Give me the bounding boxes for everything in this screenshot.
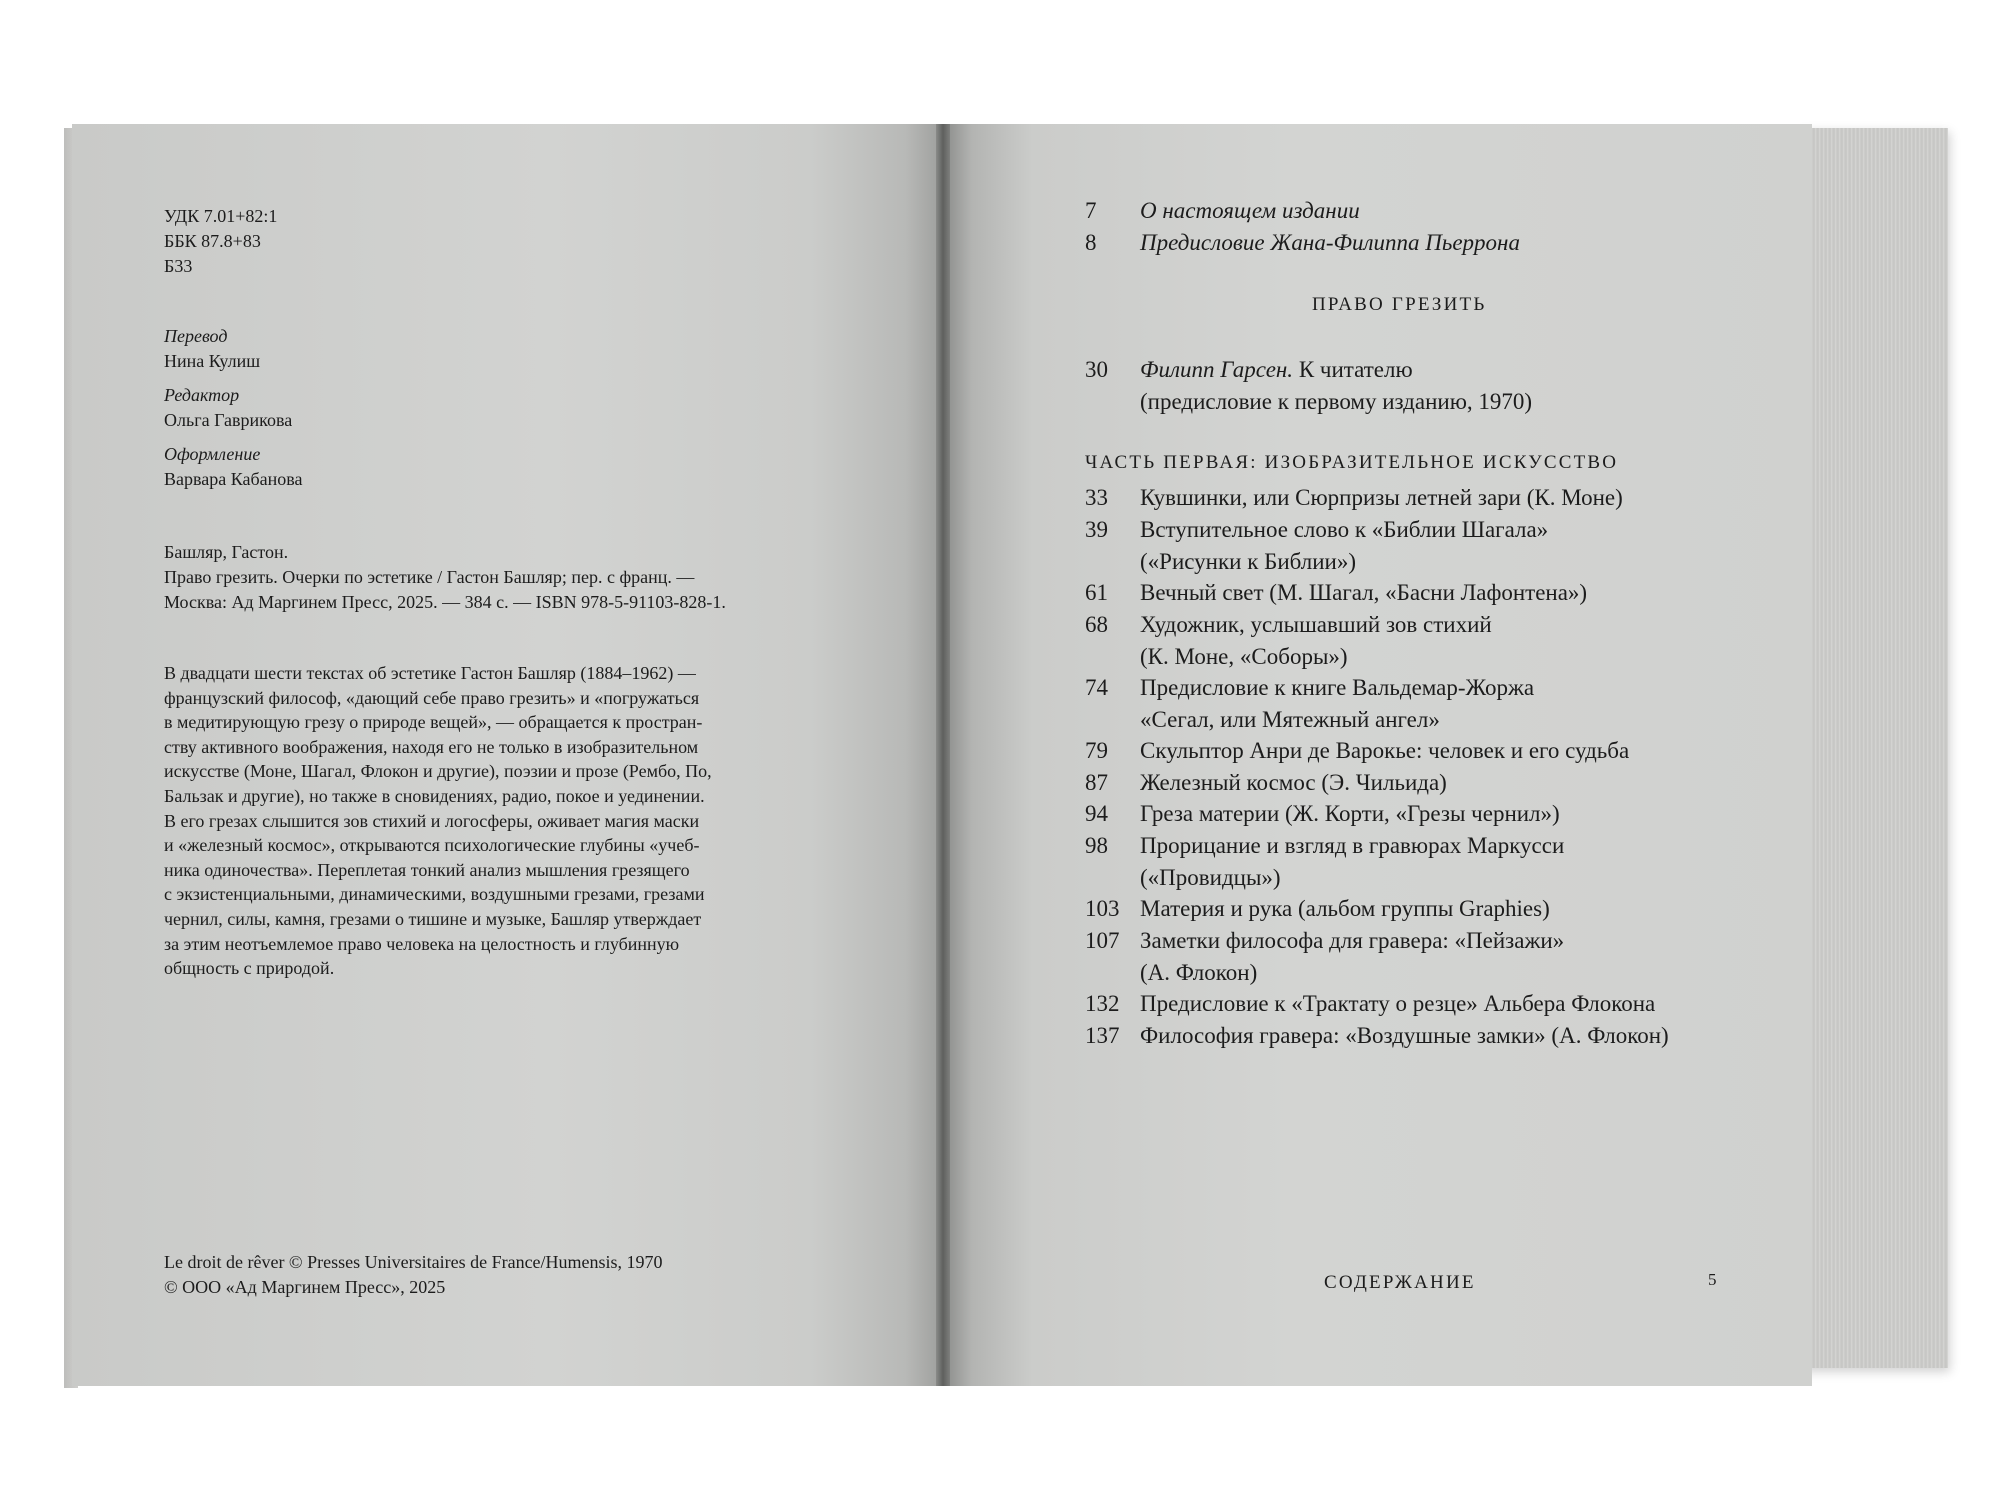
toc-title-line: Прорицание и взгляд в гравюрах Маркусси: [1140, 833, 1565, 858]
toc-title: [1140, 514, 1548, 577]
toc-page-number: 61: [1085, 580, 1108, 605]
credit-editor: [164, 383, 292, 433]
toc-title-line: Предисловие к «Трактату о резце» Альбера Флокона: [1140, 991, 1656, 1016]
toc-title: [1140, 577, 1587, 609]
annotation-line: Бальзак и другие), но также в сновидениях, радио, покое и уединении.: [164, 785, 705, 806]
annotation-line: в медитирующую грезу о природе вещей», — обращается к простран-: [164, 712, 703, 733]
annotation-line: и «железный космос», открываются психологические глубины «учеб-: [164, 835, 700, 856]
toc-page-number: 98: [1085, 833, 1108, 858]
credit-role: Перевод: [164, 326, 228, 346]
toc-title-line: Кувшинки, или Сюрпризы летней зари (К. Моне): [1140, 485, 1623, 510]
toc-title-line: Железный космос (Э. Чильида): [1140, 770, 1447, 795]
part-title: ЧАСТЬ ПЕРВАЯ: ИЗОБРАЗИТЕЛЬНОЕ ИСКУССТВО: [1085, 452, 1619, 473]
toc-title: [1140, 1020, 1669, 1052]
toc-title-line: Художник, услышавший зов стихий: [1140, 612, 1492, 637]
toc-title: [1140, 988, 1655, 1020]
toc-title-line: Скульптор Анри де Варокье: человек и его судьба: [1140, 738, 1630, 763]
credit-name: Ольга Гаврикова: [164, 410, 293, 430]
annotation-line: французский философ, «дающий себе право грезить» и «погружаться: [164, 687, 700, 708]
toc-page-number: 103: [1085, 896, 1120, 921]
page-number: 5: [1708, 1270, 1717, 1289]
annotation-line: В его грезах слышится зов стихий и логосферы, оживает магия маски: [164, 810, 700, 831]
credit-translation: [164, 324, 260, 374]
toc-title: [1140, 609, 1492, 672]
toc-page-number: 7: [1085, 198, 1097, 223]
toc-page-number: 68: [1085, 612, 1108, 637]
toc-page-number: 94: [1085, 801, 1108, 826]
page-edges: [1800, 128, 1948, 1368]
toc-title: [1140, 227, 1520, 259]
toc-title-line: [1140, 354, 1532, 386]
toc-title-line: Греза материи (Ж. Корти, «Грезы чернил»): [1140, 801, 1560, 826]
bibliographic-record: [164, 540, 726, 615]
copyright-notice: [164, 1250, 663, 1300]
toc-page-number: 137: [1085, 1023, 1120, 1048]
toc-title: [1140, 672, 1534, 735]
book-annotation: [164, 661, 712, 981]
toc-page-number: 107: [1085, 928, 1120, 953]
udk-code: УДК 7.01+82:1: [164, 206, 278, 226]
toc-title-line: О настоящем издании: [1140, 198, 1360, 223]
copyright-line: Le droit de rêver © Presses Universitaires de France/Humensis, 1970: [164, 1252, 663, 1272]
annotation-line: ника одиночества». Переплетая тонкий анализ мышления грезящего: [164, 859, 690, 880]
toc-page-number: 74: [1085, 675, 1108, 700]
toc-page-number: 8: [1085, 230, 1097, 255]
classification-codes: [164, 204, 277, 279]
toc-page-number: 39: [1085, 517, 1108, 542]
toc-author: Филипп Гарсен.: [1140, 357, 1294, 382]
toc-title: [1140, 354, 1532, 417]
toc-title-line: Философия гравера: «Воздушные замки» (А. Флокон): [1140, 1023, 1669, 1048]
annotation-line: ству активного воображения, находя его не только в изобразительном: [164, 736, 699, 757]
toc-title-line: («Рисунки к Библии»): [1140, 548, 1357, 574]
toc-title: [1140, 735, 1629, 767]
toc-title: [1140, 767, 1447, 799]
biblio-line: Башляр, Гастон.: [164, 542, 289, 562]
bbk-code: ББК 87.8+83: [164, 231, 261, 251]
annotation-line: чернил, силы, камня, грезами о тишине и музыке, Башляр утверждает: [164, 908, 702, 929]
running-title: СОДЕРЖАНИЕ: [1324, 1272, 1476, 1293]
credit-role: Редактор: [164, 385, 240, 405]
toc-title: [1140, 830, 1564, 893]
toc-title-line: Вступительное слово к «Библии Шагала»: [1140, 517, 1549, 542]
toc-page-number: 132: [1085, 991, 1120, 1016]
toc-title: [1140, 482, 1623, 514]
toc-title-line: Материя и рука (альбом группы Graphies): [1140, 896, 1550, 921]
toc-work: К читателю: [1293, 357, 1413, 382]
biblio-line: Право грезить. Очерки по эстетике / Гастон Башляр; пер. с франц. —: [164, 567, 695, 587]
credit-name: Варвара Кабанова: [164, 469, 303, 489]
credit-design: [164, 442, 303, 492]
toc-title-line: («Провидцы»): [1140, 864, 1281, 890]
annotation-line: за этим неотъемлемое право человека на целостность и глубинную: [164, 933, 680, 954]
toc-page-number: 79: [1085, 738, 1108, 763]
biblio-line: Москва: Ад Маргинем Пресс, 2025. — 384 с. — ISBN 978-5-91103-828-1.: [164, 592, 726, 612]
toc-title: [1140, 925, 1564, 988]
toc-title-line: (К. Моне, «Соборы»): [1140, 643, 1348, 669]
toc-title-line: «Сегал, или Мятежный ангел»: [1140, 706, 1440, 732]
toc-title-line: (А. Флокон): [1140, 959, 1258, 985]
toc-title-line: Предисловие к книге Вальдемар-Жоржа: [1140, 675, 1535, 700]
toc-title-line: Предисловие Жана-Филиппа Пьеррона: [1140, 230, 1520, 255]
book-gutter: [936, 124, 950, 1386]
section-title: ПРАВО ГРЕЗИТЬ: [1312, 294, 1487, 315]
toc-title-line: Заметки философа для гравера: «Пейзажи»: [1140, 928, 1565, 953]
toc-title: [1140, 893, 1550, 925]
toc-title-line: Вечный свет (М. Шагал, «Басни Лафонтена»): [1140, 580, 1588, 605]
toc-page-number: 30: [1085, 357, 1108, 382]
toc-title: [1140, 798, 1560, 830]
toc-title: [1140, 195, 1360, 227]
toc-title-line: (предисловие к первому изданию, 1970): [1140, 388, 1533, 414]
annotation-line: с экзистенциальными, динамическими, воздушными грезами, грезами: [164, 884, 705, 905]
annotation-line: общность с природой.: [164, 958, 335, 979]
copyright-line: © ООО «Ад Маргинем Пресс», 2025: [164, 1277, 446, 1297]
toc-page-number: 33: [1085, 485, 1108, 510]
credit-role: Оформление: [164, 444, 261, 464]
annotation-line: искусстве (Моне, Шагал, Флокон и другие), поэзии и прозе (Рембо, По,: [164, 761, 712, 782]
credit-name: Нина Кулиш: [164, 351, 261, 371]
toc-page-number: 87: [1085, 770, 1108, 795]
annotation-line: В двадцати шести текстах об эстетике Гастон Башляр (1884–1962) —: [164, 663, 696, 683]
author-mark: Б33: [164, 256, 193, 276]
